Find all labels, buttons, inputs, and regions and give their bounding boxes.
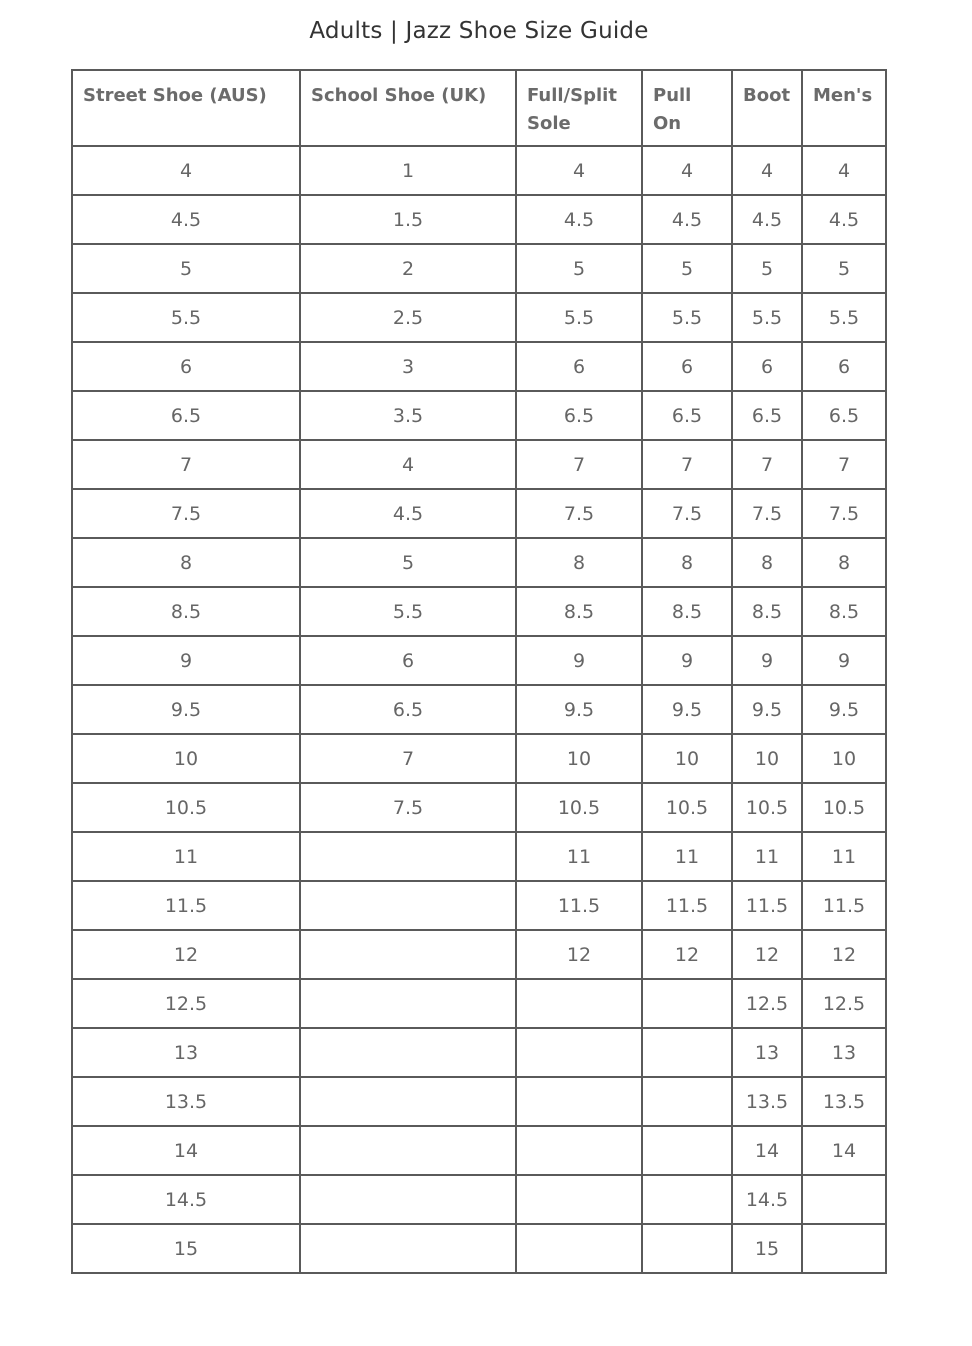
cell-boot: 5 (732, 244, 802, 293)
table-row (72, 489, 886, 538)
table-row (72, 440, 886, 489)
cell-pull-on: 4 (642, 146, 732, 195)
cell-mens: 8 (802, 538, 886, 587)
cell-boot: 9.5 (732, 685, 802, 734)
cell-boot: 13 (732, 1028, 802, 1077)
cell-full-split-sole: 6 (516, 342, 642, 391)
cell-mens: 13.5 (802, 1077, 886, 1126)
column-header-street-shoe: Street Shoe (AUS) (72, 70, 300, 146)
cell-mens: 9 (802, 636, 886, 685)
cell-boot: 8 (732, 538, 802, 587)
table-row (72, 391, 886, 440)
cell-pull-on: 5 (642, 244, 732, 293)
cell-boot: 14.5 (732, 1175, 802, 1224)
table-row (72, 1077, 886, 1126)
cell-school-shoe-uk (300, 930, 516, 979)
cell-street-shoe-aus: 11.5 (72, 881, 300, 930)
column-header-boot: Boot (732, 70, 802, 146)
cell-school-shoe-uk: 6.5 (300, 685, 516, 734)
cell-full-split-sole (516, 1224, 642, 1273)
cell-mens: 8.5 (802, 587, 886, 636)
cell-full-split-sole: 11 (516, 832, 642, 881)
column-header-school-shoe: School Shoe (UK) (300, 70, 516, 146)
table-row (72, 636, 886, 685)
cell-street-shoe-aus: 7 (72, 440, 300, 489)
cell-mens: 14 (802, 1126, 886, 1175)
cell-full-split-sole: 10.5 (516, 783, 642, 832)
cell-school-shoe-uk: 3.5 (300, 391, 516, 440)
cell-street-shoe-aus: 5 (72, 244, 300, 293)
cell-boot: 11.5 (732, 881, 802, 930)
cell-mens (802, 1175, 886, 1224)
cell-street-shoe-aus: 13 (72, 1028, 300, 1077)
cell-school-shoe-uk: 2.5 (300, 293, 516, 342)
cell-full-split-sole (516, 1175, 642, 1224)
cell-pull-on: 8 (642, 538, 732, 587)
column-header-mens: Men's (802, 70, 886, 146)
table-row (72, 1028, 886, 1077)
page-title: Adults | Jazz Shoe Size Guide (309, 18, 649, 44)
cell-mens: 13 (802, 1028, 886, 1077)
cell-street-shoe-aus: 10 (72, 734, 300, 783)
cell-school-shoe-uk: 3 (300, 342, 516, 391)
column-header-pull-on: Pull On (642, 70, 732, 146)
table-row (72, 146, 886, 195)
cell-street-shoe-aus: 10.5 (72, 783, 300, 832)
table-row (72, 685, 886, 734)
cell-school-shoe-uk: 2 (300, 244, 516, 293)
cell-pull-on: 7 (642, 440, 732, 489)
cell-mens: 12 (802, 930, 886, 979)
cell-boot: 5.5 (732, 293, 802, 342)
table-row (72, 195, 886, 244)
cell-pull-on: 6.5 (642, 391, 732, 440)
cell-mens: 11 (802, 832, 886, 881)
cell-school-shoe-uk: 1.5 (300, 195, 516, 244)
cell-school-shoe-uk (300, 832, 516, 881)
cell-mens: 10 (802, 734, 886, 783)
cell-school-shoe-uk: 5 (300, 538, 516, 587)
cell-school-shoe-uk (300, 1175, 516, 1224)
cell-boot: 6.5 (732, 391, 802, 440)
cell-pull-on: 10 (642, 734, 732, 783)
cell-boot: 11 (732, 832, 802, 881)
size-guide-table (71, 69, 887, 1274)
cell-school-shoe-uk (300, 979, 516, 1028)
cell-street-shoe-aus: 8.5 (72, 587, 300, 636)
cell-pull-on: 4.5 (642, 195, 732, 244)
table-row (72, 979, 886, 1028)
cell-boot: 7.5 (732, 489, 802, 538)
cell-boot: 6 (732, 342, 802, 391)
cell-full-split-sole (516, 1028, 642, 1077)
cell-pull-on: 9.5 (642, 685, 732, 734)
cell-street-shoe-aus: 14 (72, 1126, 300, 1175)
table-row (72, 1126, 886, 1175)
cell-school-shoe-uk: 7.5 (300, 783, 516, 832)
cell-street-shoe-aus: 13.5 (72, 1077, 300, 1126)
cell-full-split-sole: 9 (516, 636, 642, 685)
cell-school-shoe-uk (300, 1077, 516, 1126)
cell-boot: 15 (732, 1224, 802, 1273)
column-header-full-split-sole: Full/Split Sole (516, 70, 642, 146)
cell-boot: 10 (732, 734, 802, 783)
cell-boot: 14 (732, 1126, 802, 1175)
cell-boot: 13.5 (732, 1077, 802, 1126)
cell-street-shoe-aus: 6.5 (72, 391, 300, 440)
table-row (72, 783, 886, 832)
cell-full-split-sole: 5 (516, 244, 642, 293)
cell-mens (802, 1224, 886, 1273)
cell-mens: 6.5 (802, 391, 886, 440)
cell-full-split-sole: 8.5 (516, 587, 642, 636)
cell-pull-on: 12 (642, 930, 732, 979)
cell-street-shoe-aus: 11 (72, 832, 300, 881)
cell-boot: 12 (732, 930, 802, 979)
cell-pull-on (642, 979, 732, 1028)
cell-street-shoe-aus: 8 (72, 538, 300, 587)
cell-pull-on: 11 (642, 832, 732, 881)
cell-school-shoe-uk: 1 (300, 146, 516, 195)
table-row (72, 244, 886, 293)
cell-boot: 9 (732, 636, 802, 685)
cell-full-split-sole: 8 (516, 538, 642, 587)
table-row (72, 1224, 886, 1273)
cell-school-shoe-uk: 4.5 (300, 489, 516, 538)
cell-mens: 5 (802, 244, 886, 293)
table-row (72, 930, 886, 979)
cell-full-split-sole: 7.5 (516, 489, 642, 538)
cell-school-shoe-uk (300, 1126, 516, 1175)
cell-mens: 11.5 (802, 881, 886, 930)
table-row (72, 832, 886, 881)
cell-street-shoe-aus: 14.5 (72, 1175, 300, 1224)
table-row (72, 734, 886, 783)
cell-pull-on: 11.5 (642, 881, 732, 930)
cell-full-split-sole: 11.5 (516, 881, 642, 930)
cell-full-split-sole (516, 979, 642, 1028)
cell-street-shoe-aus: 9 (72, 636, 300, 685)
cell-street-shoe-aus: 5.5 (72, 293, 300, 342)
cell-pull-on: 10.5 (642, 783, 732, 832)
cell-street-shoe-aus: 6 (72, 342, 300, 391)
cell-boot: 4.5 (732, 195, 802, 244)
table-row (72, 342, 886, 391)
cell-street-shoe-aus: 12 (72, 930, 300, 979)
cell-pull-on: 9 (642, 636, 732, 685)
cell-street-shoe-aus: 12.5 (72, 979, 300, 1028)
cell-mens: 7 (802, 440, 886, 489)
cell-school-shoe-uk: 6 (300, 636, 516, 685)
cell-full-split-sole (516, 1077, 642, 1126)
table-row (72, 293, 886, 342)
cell-full-split-sole: 4.5 (516, 195, 642, 244)
cell-boot: 7 (732, 440, 802, 489)
cell-full-split-sole: 10 (516, 734, 642, 783)
cell-street-shoe-aus: 7.5 (72, 489, 300, 538)
table-row (72, 1175, 886, 1224)
cell-pull-on: 6 (642, 342, 732, 391)
cell-full-split-sole: 6.5 (516, 391, 642, 440)
cell-pull-on (642, 1224, 732, 1273)
cell-school-shoe-uk (300, 1224, 516, 1273)
cell-pull-on (642, 1175, 732, 1224)
cell-full-split-sole: 4 (516, 146, 642, 195)
table-row (72, 538, 886, 587)
cell-mens: 4.5 (802, 195, 886, 244)
cell-full-split-sole (516, 1126, 642, 1175)
cell-school-shoe-uk: 4 (300, 440, 516, 489)
cell-pull-on: 7.5 (642, 489, 732, 538)
cell-mens: 7.5 (802, 489, 886, 538)
cell-school-shoe-uk (300, 1028, 516, 1077)
cell-pull-on: 5.5 (642, 293, 732, 342)
cell-boot: 4 (732, 146, 802, 195)
cell-street-shoe-aus: 4 (72, 146, 300, 195)
cell-mens: 9.5 (802, 685, 886, 734)
cell-mens: 4 (802, 146, 886, 195)
cell-boot: 12.5 (732, 979, 802, 1028)
cell-school-shoe-uk (300, 881, 516, 930)
cell-pull-on (642, 1077, 732, 1126)
table-row (72, 587, 886, 636)
table-body (72, 146, 886, 1273)
cell-pull-on (642, 1126, 732, 1175)
cell-street-shoe-aus: 15 (72, 1224, 300, 1273)
cell-street-shoe-aus: 9.5 (72, 685, 300, 734)
cell-mens: 6 (802, 342, 886, 391)
cell-school-shoe-uk: 7 (300, 734, 516, 783)
cell-pull-on (642, 1028, 732, 1077)
table-row (72, 881, 886, 930)
cell-full-split-sole: 9.5 (516, 685, 642, 734)
cell-mens: 12.5 (802, 979, 886, 1028)
cell-boot: 8.5 (732, 587, 802, 636)
table-header-row (72, 70, 886, 146)
cell-mens: 10.5 (802, 783, 886, 832)
cell-school-shoe-uk: 5.5 (300, 587, 516, 636)
cell-mens: 5.5 (802, 293, 886, 342)
cell-boot: 10.5 (732, 783, 802, 832)
cell-pull-on: 8.5 (642, 587, 732, 636)
cell-full-split-sole: 12 (516, 930, 642, 979)
cell-full-split-sole: 7 (516, 440, 642, 489)
cell-full-split-sole: 5.5 (516, 293, 642, 342)
cell-street-shoe-aus: 4.5 (72, 195, 300, 244)
